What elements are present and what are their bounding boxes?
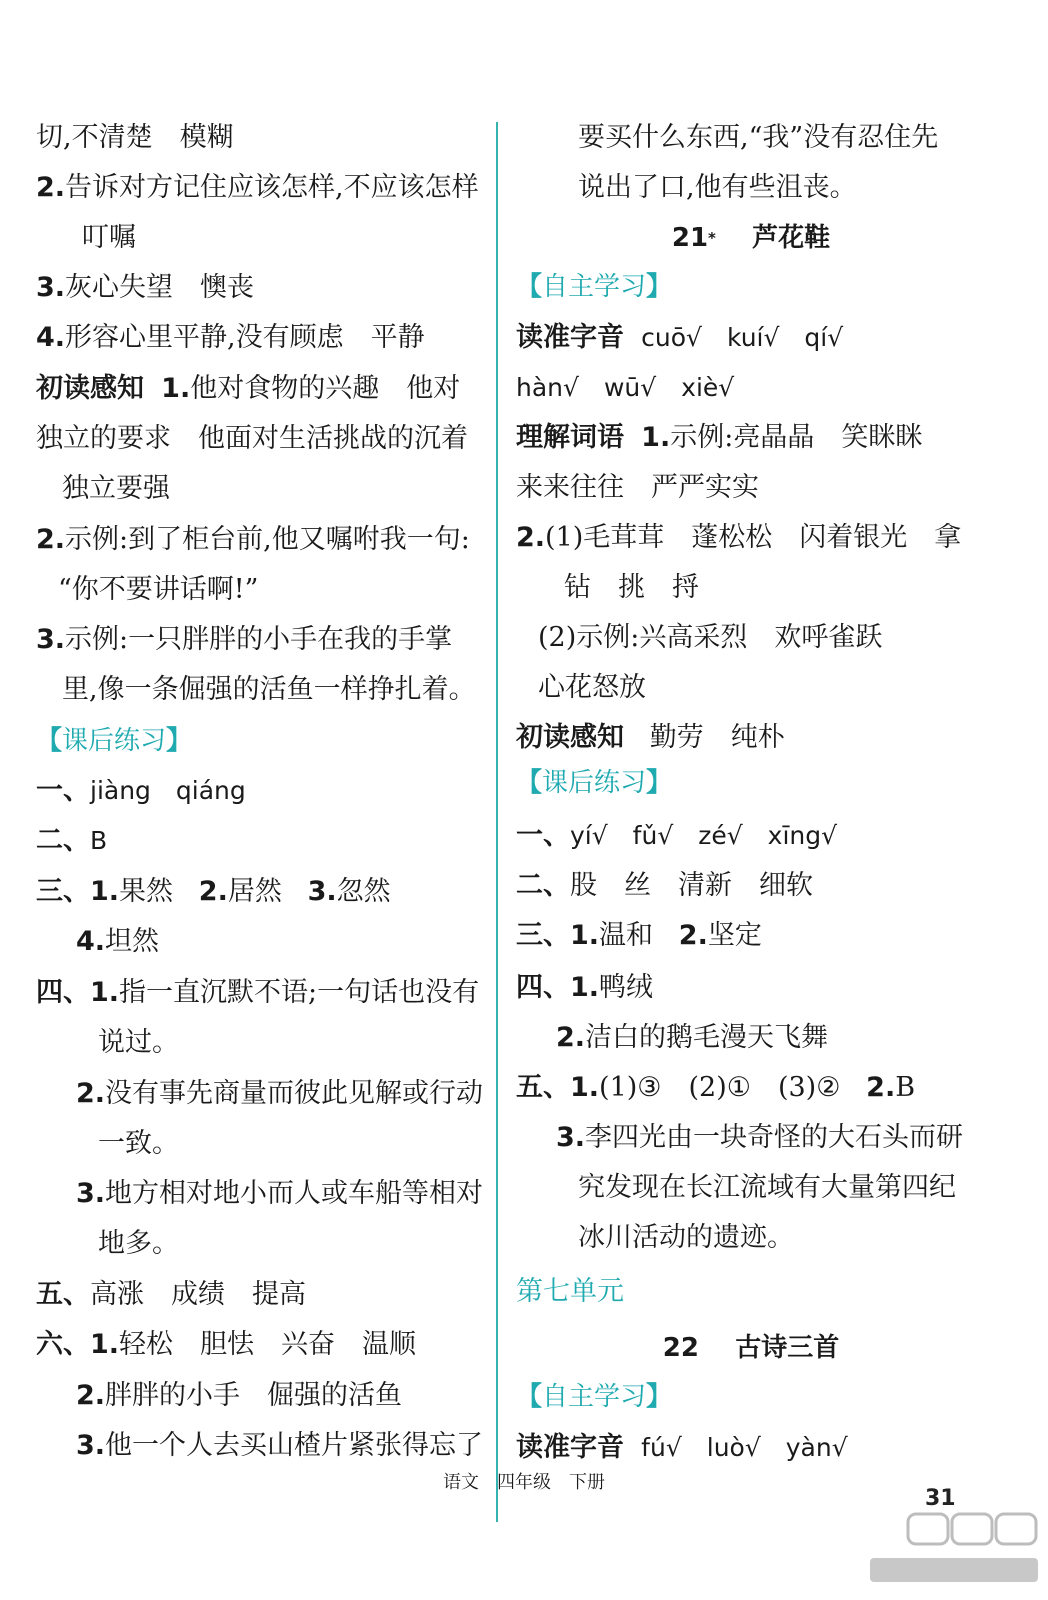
lesson-22-heading: 22 古诗三首 [662,1333,840,1363]
answer-line: 心花怒放 [538,672,646,703]
section-vocabulary: 理解词语 1.示例:亮晶晶 笑眯眯 [516,422,923,453]
answer-line: 要买什么东西,“我”没有忍住先 [578,122,939,153]
answer-line: 独立要强 [62,473,170,504]
answer-line: 冰川活动的遗迹。 [578,1222,794,1253]
answer-line: 地多。 [98,1228,179,1259]
answer-line: 3.地方相对地小而人或车船等相对 [76,1178,484,1209]
column-divider [496,122,498,1522]
answer-line: 叮嘱 [82,222,136,253]
unit-7-heading: 第七单元 [516,1276,624,1307]
answer-line: 4.坦然 [76,926,160,957]
section-read-pronunciation: 读准字音 cuō√ kuí√ qí√ [516,322,844,353]
practice-item-3: 三、1.温和 2.坚定 [516,920,762,951]
practice-item-2: 二、B [36,825,108,856]
answer-line: 一致。 [98,1128,179,1159]
practice-item-4: 四、1.鸭绒 [516,972,654,1003]
answer-line: 来来往往 严严实实 [516,472,759,503]
answer-line: 2.胖胖的小手 倔强的活鱼 [76,1380,403,1411]
answer-line: 说出了口,他有些沮丧。 [578,172,857,203]
answer-line: 2.没有事先商量而彼此见解或行动 [76,1078,484,1109]
answer-line: “你不要讲话啊!” [58,574,259,605]
practice-item-3: 三、1.果然 2.居然 3.忽然 [36,876,391,907]
practice-item-2: 二、股 丝 清新 细软 [516,870,813,901]
answer-line: (2)示例:兴高采烈 欢呼雀跃 [538,622,883,653]
page-footer: 语文 四年级 下册 [443,1472,605,1493]
page-number: 31 [925,1486,956,1511]
answer-line: 2.示例:到了柜台前,他又嘱咐我一句: [36,524,470,555]
section-first-reading: 初读感知 勤劳 纯朴 [516,722,785,753]
practice-item-1: 一、jiàng qiáng [36,775,246,806]
answer-line: 2.(1)毛茸茸 蓬松松 闪着银光 拿 [516,522,962,553]
answer-line: 3.灰心失望 懊丧 [36,272,255,303]
tag-after-class-practice: 【课后练习】 [516,768,673,798]
answer-line: 里,像一条倔强的活鱼一样挣扎着。 [62,674,476,705]
answer-line: 3.示例:一只胖胖的小手在我的手掌 [36,624,453,655]
answer-line: hàn√ wū√ xiè√ [516,373,735,402]
answer-line: 2.洁白的鹅毛漫天飞舞 [556,1022,829,1053]
answer-line: 说过。 [98,1027,179,1058]
section-first-reading: 初读感知 1.他对食物的兴趣 他对 [36,373,461,404]
answer-line: 切,不清楚 模糊 [36,122,234,153]
answer-line: 2.告诉对方记住应该怎样,不应该怎样 [36,172,479,203]
watermark-logo [860,1500,1040,1590]
answer-line: 3.他一个人去买山楂片紧张得忘了 [76,1430,484,1461]
answer-line: 独立的要求 他面对生活挑战的沉着 [36,423,468,454]
practice-item-4: 四、1.指一直沉默不语;一句话也没有 [36,977,480,1008]
practice-item-6: 六、1.轻松 胆怯 兴奋 温顺 [36,1329,417,1360]
lesson-21-heading: 21* 芦花鞋 [671,223,831,253]
practice-item-5: 五、高涨 成绩 提高 [36,1279,306,1310]
answer-line: 究发现在长江流域有大量第四纪 [578,1172,956,1203]
answer-line: 3.李四光由一块奇怪的大石头而研 [556,1122,964,1153]
tag-after-class-practice: 【课后练习】 [36,726,193,756]
tag-self-study: 【自主学习】 [516,272,673,302]
section-read-pronunciation: 读准字音 fú√ luò√ yàn√ [516,1432,848,1463]
tag-self-study: 【自主学习】 [516,1382,673,1412]
practice-item-5: 五、1.(1)③ (2)① (3)② 2.B [516,1072,916,1103]
answer-line: 4.形容心里平静,没有顾虑 平静 [36,322,425,353]
answer-line: 钻 挑 捋 [564,572,699,603]
practice-item-1: 一、yí√ fǔ√ zé√ xīng√ [516,820,838,851]
